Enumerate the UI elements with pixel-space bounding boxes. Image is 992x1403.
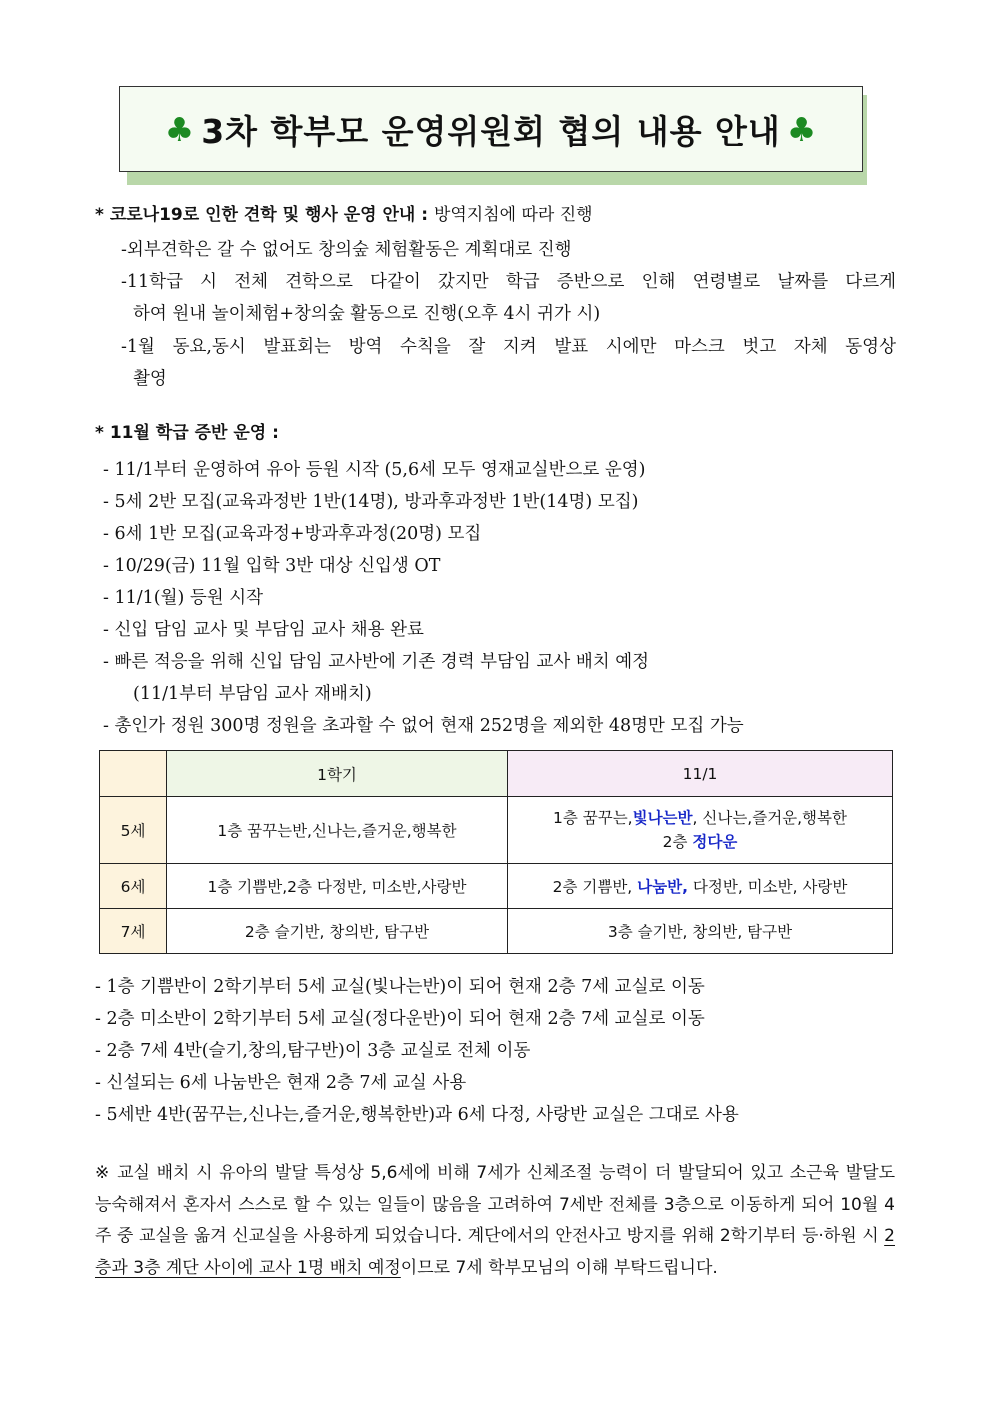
note-paragraph: ※ 교실 배치 시 유아의 발달 특성상 5,6세에 비해 7세가 신체조절 능력이 더 발달되어 있고 소근육 발달도 능숙해져서 혼자서 스스로 할 수 있는 일들이 많음을 고려하여 7세반 전체를 3층으로 이동하게 되어 10월 4주 중 교실을 옮겨 신교실을 사용하게 되었습니다. 계단에서의 안전사고 방지를 위해 2학기부터 등·하원 시 2층과 3층 계단 사이에 교사 1명 배치 예정이므로 7세 학부모님의 이해 부탁드립니다.: [95, 1163, 895, 1278]
list-item: -외부견학은 갈 수 없어도 창의숲 체험활동은 계획대로 진행: [121, 240, 572, 260]
list-item: - 6세 1반 모집(교육과정+방과후과정(20명) 모집: [103, 524, 482, 544]
list-item: 촬영: [133, 369, 167, 389]
table-header-cell: [100, 751, 167, 797]
table-row: [100, 864, 893, 909]
club-icon: ♣: [786, 109, 818, 149]
list-item: - 5세 2반 모집(교육과정반 1반(14명), 방과후과정반 1반(14명) 모집): [103, 492, 639, 512]
list-item: - 11/1(월) 등원 시작: [103, 588, 264, 608]
table-cell: 3층 슬기반, 창의반, 탐구반: [508, 909, 893, 954]
table-cell: 1층 기쁨반,2층 다정반, 미소반,사랑반: [167, 864, 508, 909]
table-header-row: [100, 751, 893, 797]
list-item: - 5세반 4반(꿈꾸는,신나는,즐거운,행복한반)과 6세 다정, 사랑반 교실은 그대로 사용: [95, 1105, 739, 1125]
list-item: - 10/29(금) 11월 입학 3반 대상 신입생 OT: [103, 556, 441, 576]
list-item: 하여 원내 놀이체험+창의숲 활동으로 진행(오후 4시 귀가 시): [133, 304, 601, 324]
list-item: - 총인가 정원 300명 정원을 초과할 수 없어 현재 252명을 제외한 48명만 모집 가능: [103, 716, 744, 736]
section2-heading: * 11월 학급 증반 운영 :: [95, 423, 279, 443]
list-item: (11/1부터 부담임 교사 재배치): [133, 684, 372, 704]
list-item: -11학급 시 전체 견학으로 다같이 갔지만 학급 증반으로 인해 연령별로 날짜를 다르게: [121, 272, 896, 292]
class-table: [99, 750, 893, 954]
table-cell-age: 6세: [100, 864, 167, 909]
list-item: - 신입 담임 교사 및 부담임 교사 채용 완료: [103, 620, 424, 640]
table-header-cell: 1학기: [167, 751, 508, 797]
section1-heading-value: 방역지침에 따라 진행: [433, 205, 593, 225]
list-item: - 신설되는 6세 나눔반은 현재 2층 7세 교실 사용: [95, 1073, 467, 1093]
table-cell: 1층 꿈꾸는반,신나는,즐거운,행복한: [167, 797, 508, 864]
list-item: - 2층 미소반이 2학기부터 5세 교실(정다운반)이 되어 현재 2층 7세 교실로 이동: [95, 1009, 705, 1029]
table-row: [100, 909, 893, 954]
table-cell: 1층 꿈꾸는,빛나는반, 신나는,즐거운,행복한 2층 정다운: [508, 797, 893, 864]
list-item: - 11/1부터 운영하여 유아 등원 시작 (5,6세 모두 영재교실반으로 운영): [103, 460, 646, 480]
list-item: - 빠른 적응을 위해 신입 담임 교사반에 기존 경력 부담임 교사 배치 예정: [103, 652, 650, 672]
section1-heading: * 코로나19로 인한 견학 및 행사 운영 안내 : 방역지침에 따라 진행: [95, 205, 593, 225]
table-cell-age: 7세: [100, 909, 167, 954]
table-row: [100, 797, 893, 864]
underlined-note: 2층과 3층 계단 사이에 교사 1명 배치 예정: [95, 1226, 895, 1278]
list-item: - 1층 기쁨반이 2학기부터 5세 교실(빛나는반)이 되어 현재 2층 7세 교실로 이동: [95, 977, 705, 997]
table-cell: 2층 기쁨반, 나눔반, 다정반, 미소반, 사랑반: [508, 864, 893, 909]
table-cell-age: 5세: [100, 797, 167, 864]
table-header-cell: 11/1: [508, 751, 893, 797]
list-item: - 2층 7세 4반(슬기,창의,탐구반)이 3층 교실로 전체 이동: [95, 1041, 531, 1061]
page-title-text: 3차 학부모 운영위원회 협의 내용 안내: [201, 111, 781, 151]
club-icon: ♣: [164, 109, 196, 149]
page-title: [119, 86, 863, 172]
list-item: -1월 동요,동시 발표회는 방역 수칙을 잘 지켜 발표 시에만 마스크 벗고 자체 동영상: [121, 337, 896, 357]
table-cell: 2층 슬기반, 창의반, 탐구반: [167, 909, 508, 954]
